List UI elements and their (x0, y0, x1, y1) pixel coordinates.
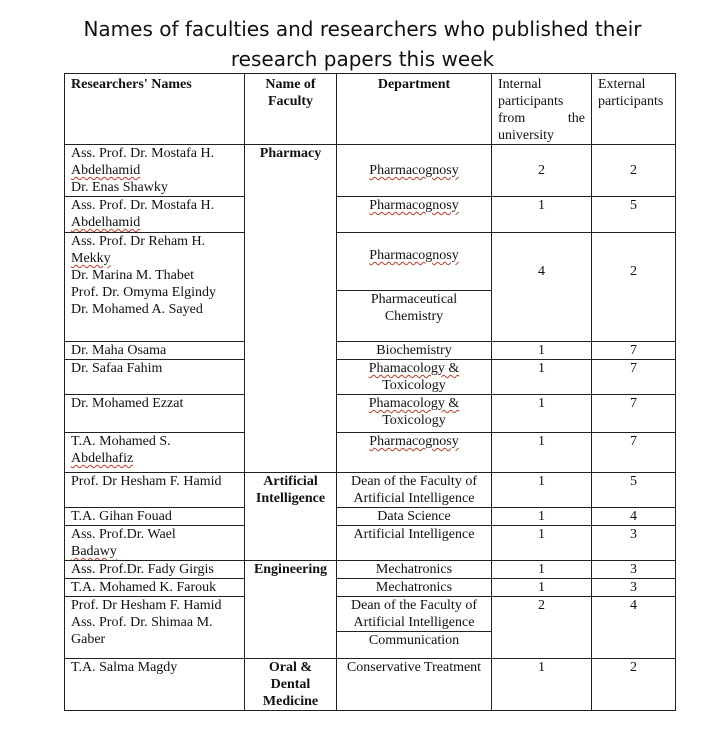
internal-count: 1 (492, 526, 592, 561)
faculty-artificial-intelligence: Artificial Intelligence (245, 473, 337, 561)
title-line-2: research papers this week (230, 47, 495, 71)
researcher-names: Ass. Prof.Dr. Fady Girgis (65, 561, 245, 579)
external-count: 5 (592, 197, 676, 233)
department-cell: Dean of the Faculty of Artificial Intelligence Communication (337, 597, 492, 659)
external-count: 3 (592, 561, 676, 579)
page-title (0, 14, 725, 74)
external-count: 7 (592, 395, 676, 433)
table-row (65, 526, 676, 561)
internal-count: 1 (492, 395, 592, 433)
researcher-names: Dr. Maha Osama (65, 342, 245, 360)
internal-count: 1 (492, 197, 592, 233)
internal-count: 1 (492, 561, 592, 579)
internal-count: 1 (492, 433, 592, 473)
header-internal-participants: Internal participants from the university (492, 74, 592, 145)
department-cell: Pharmacognosy (337, 233, 492, 291)
researcher-names: Dr. Safaa Fahim (65, 360, 245, 395)
department-cell: Mechatronics (337, 561, 492, 579)
table-row (65, 360, 676, 395)
table-row (65, 508, 676, 526)
header-row (65, 74, 676, 145)
table-row (65, 233, 676, 291)
faculty-oral-dental-medicine: Oral & Dental Medicine (245, 659, 337, 711)
department-cell: Biochemistry (337, 342, 492, 360)
internal-count: 4 (492, 233, 592, 342)
external-count: 4 (592, 508, 676, 526)
researcher-names: Ass. Prof. Dr. Mostafa H. Abdelhamid Dr. Enas Shawky (65, 145, 245, 197)
external-count: 2 (592, 145, 676, 197)
researcher-names: Ass. Prof. Dr Reham H. Mekky Dr. Marina M. Thabet Prof. Dr. Omyma Elgindy Dr. Mohamed A. Sayed (65, 233, 245, 342)
external-count: 7 (592, 360, 676, 395)
external-count: 2 (592, 233, 676, 342)
faculty-pharmacy: Pharmacy (245, 145, 337, 473)
table-row (65, 597, 676, 659)
header-department: Department (337, 74, 492, 145)
title-line-1: Names of faculties and researchers who published their (83, 17, 642, 41)
table-row (65, 197, 676, 233)
header-faculty: Name of Faculty (245, 74, 337, 145)
internal-count: 1 (492, 473, 592, 508)
department-cell: Data Science (337, 508, 492, 526)
table-row (65, 433, 676, 473)
department-cell: Pharmacognosy (337, 433, 492, 473)
table-row (65, 659, 676, 711)
external-count: 2 (592, 659, 676, 711)
external-count: 3 (592, 526, 676, 561)
internal-count: 1 (492, 360, 592, 395)
researchers-table (64, 73, 676, 711)
researcher-names: T.A. Mohamed K. Farouk (65, 579, 245, 597)
department-cell: Conservative Treatment (337, 659, 492, 711)
researcher-names: Ass. Prof. Dr. Mostafa H. Abdelhamid (65, 197, 245, 233)
department-cell: Mechatronics (337, 579, 492, 597)
researcher-names: Ass. Prof.Dr. Wael Badawy (65, 526, 245, 561)
external-count: 7 (592, 433, 676, 473)
department-cell: Phamacology & Toxicology (337, 395, 492, 433)
internal-count: 2 (492, 597, 592, 659)
table-row (65, 561, 676, 579)
external-count: 4 (592, 597, 676, 659)
external-count: 7 (592, 342, 676, 360)
researcher-names: T.A. Salma Magdy (65, 659, 245, 711)
table-row (65, 342, 676, 360)
header-researchers-names: Researchers' Names (65, 74, 245, 145)
faculty-engineering: Engineering (245, 561, 337, 659)
department-cell: Pharmacognosy (337, 197, 492, 233)
internal-count: 1 (492, 659, 592, 711)
internal-count: 1 (492, 342, 592, 360)
table-row (65, 145, 676, 197)
researcher-names: Prof. Dr Hesham F. Hamid (65, 473, 245, 508)
table-row (65, 473, 676, 508)
researcher-names: Prof. Dr Hesham F. Hamid Ass. Prof. Dr. Shimaa M. Gaber (65, 597, 245, 659)
internal-count: 2 (492, 145, 592, 197)
researcher-names: T.A. Mohamed S. Abdelhafiz (65, 433, 245, 473)
researcher-names: Dr. Mohamed Ezzat (65, 395, 245, 433)
department-cell: Phamacology & Toxicology (337, 360, 492, 395)
department-cell: Dean of the Faculty of Artificial Intelligence (337, 473, 492, 508)
internal-count: 1 (492, 508, 592, 526)
researcher-names: T.A. Gihan Fouad (65, 508, 245, 526)
department-cell: Pharmaceutical Chemistry (337, 291, 492, 342)
table-row (65, 579, 676, 597)
department-cell: Pharmacognosy (337, 145, 492, 197)
department-cell: Artificial Intelligence (337, 526, 492, 561)
external-count: 5 (592, 473, 676, 508)
header-external-participants: External participants (592, 74, 676, 145)
internal-count: 1 (492, 579, 592, 597)
table-row (65, 395, 676, 433)
external-count: 3 (592, 579, 676, 597)
